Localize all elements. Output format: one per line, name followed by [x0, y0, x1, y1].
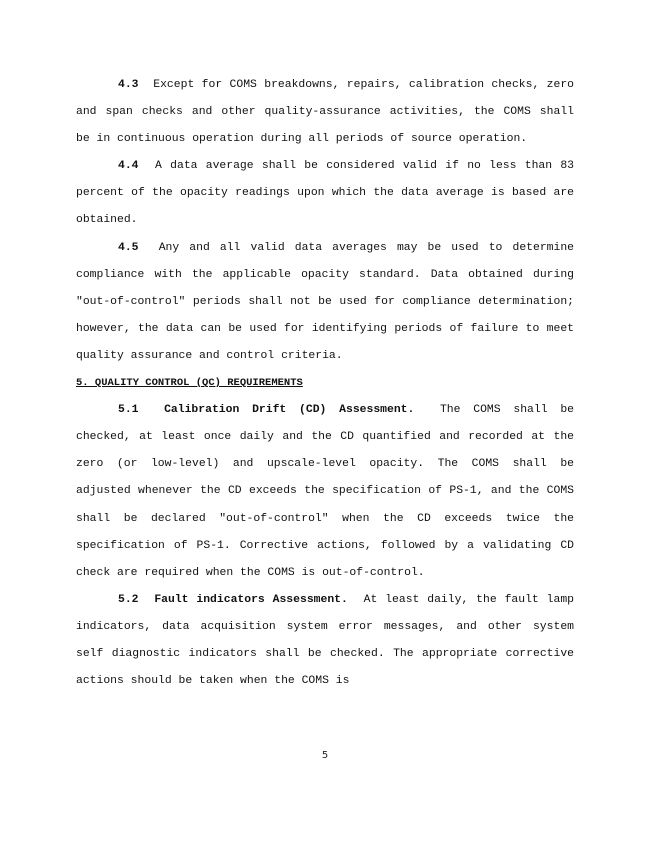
- paragraph-number: 4.5: [118, 241, 139, 254]
- paragraph-5-2: [76, 587, 574, 695]
- body-text: [76, 72, 574, 695]
- paragraph-4-5: [76, 235, 574, 370]
- paragraph-text: Any and all valid data averages may be used to determine compliance with the applicable opacity standard. Data obtained during "out-of-control" periods shall not be used for compliance determination; however, the data can be used for identifying periods of failure to meet quality assurance and control criteria.: [76, 241, 575, 362]
- paragraph-4-3: [76, 72, 574, 153]
- paragraph-number: 4.3: [118, 79, 139, 91]
- paragraph-text: Except for COMS breakdowns, repairs, calibration checks, zero and span checks and other quality-assurance activities, the COMS shall be in continuous operation during all periods of source operation.: [76, 79, 574, 146]
- paragraph-5-1: [76, 397, 574, 587]
- paragraph-text: The COMS shall be checked, at least once daily and the CD quantified and recorded at the zero (or low-level) and upscale-level opacity. The COMS shall be adjusted whenever the CD exceeds the specification of PS-1, and the COMS shall be declared "out-of-control" when the CD exceeds twice the specification of PS-1. Corrective actions, followed by a validating CD check are required when the COMS is out-of-control.: [76, 404, 574, 579]
- paragraph-number: 5.1: [118, 404, 139, 417]
- paragraph-number: 5.2: [118, 593, 139, 606]
- paragraph-number: 4.4: [118, 160, 139, 173]
- paragraph-text: A data average shall be considered valid if no less than 83 percent of the opacity readings upon which the data average is based are obtained.: [76, 160, 575, 227]
- paragraph-4-4: [76, 153, 574, 234]
- paragraph-text: At least daily, the fault lamp indicators, data acquisition system error messages, and other system self diagnostic indicators shall be checked. The appropriate corrective actions should be taken when the COMS is: [76, 593, 574, 688]
- paragraph-heading: Fault indicators Assessment.: [154, 593, 348, 606]
- page-number: 5: [321, 750, 329, 761]
- section-heading: 5. QUALITY CONTROL (QC) REQUIREMENTS: [76, 377, 303, 390]
- paragraph-heading: Calibration Drift (CD) Assessment.: [164, 404, 415, 417]
